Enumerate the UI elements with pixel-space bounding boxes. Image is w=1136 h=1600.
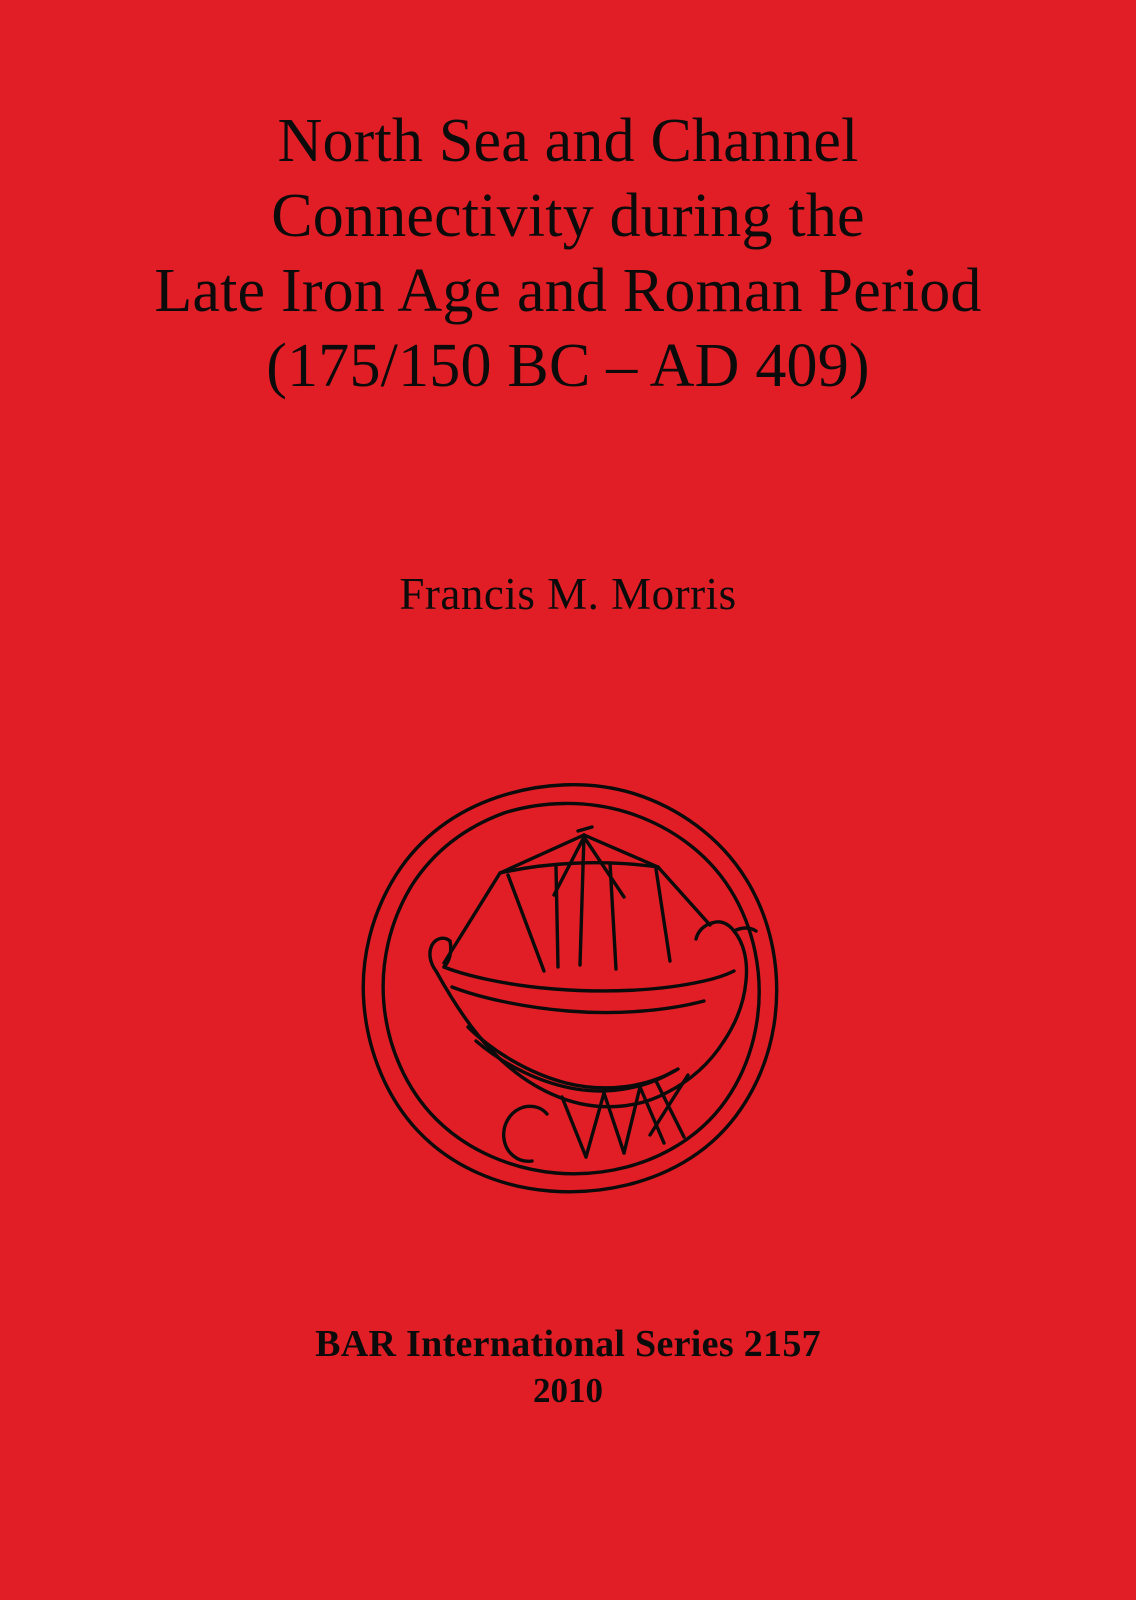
author-name: Francis M. Morris bbox=[399, 569, 737, 619]
year-label: 2010 bbox=[533, 1371, 603, 1410]
title-line-1: North Sea and Channel bbox=[277, 107, 859, 175]
publisher-footer bbox=[0, 1320, 1136, 1414]
author-block bbox=[0, 566, 1136, 622]
ship-graffito-roundel-icon bbox=[348, 775, 788, 1205]
title-line-3: Late Iron Age and Roman Period bbox=[154, 257, 982, 325]
title-line-2: Connectivity during the bbox=[271, 182, 865, 250]
page-title bbox=[0, 104, 1136, 404]
series-label: BAR International Series 2157 bbox=[315, 1323, 821, 1365]
cover-illustration bbox=[0, 775, 1136, 1205]
title-line-4: (175/150 BC – AD 409) bbox=[266, 332, 870, 400]
